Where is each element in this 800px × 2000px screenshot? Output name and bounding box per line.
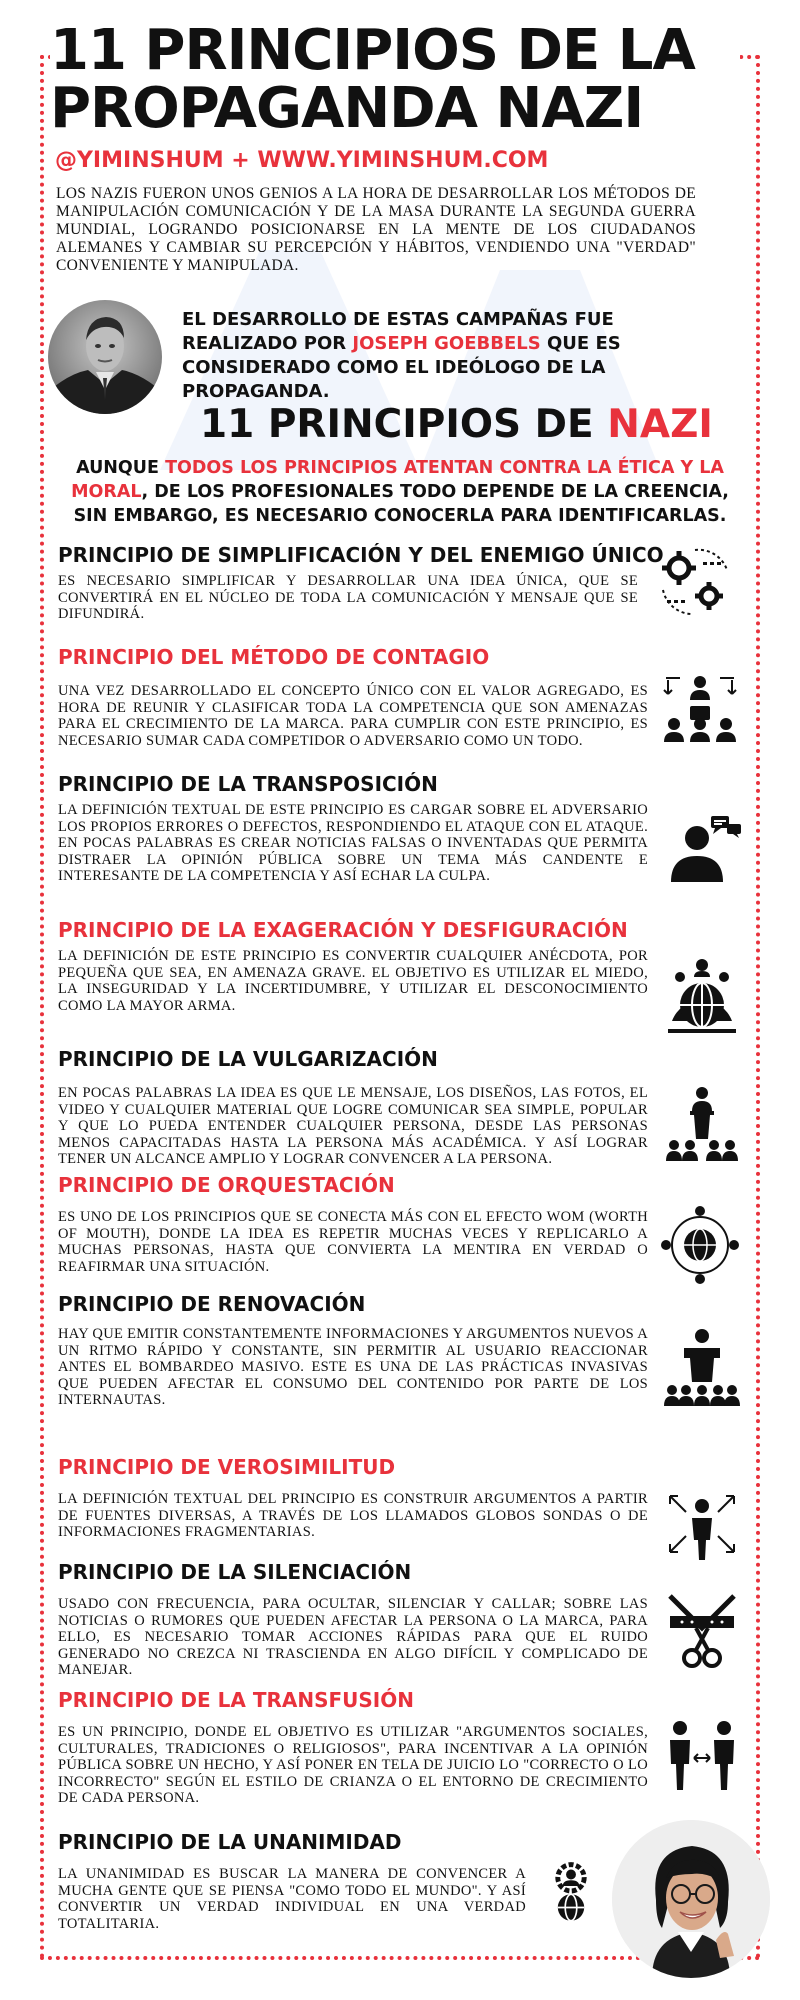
goebbels-text-before: EL DESARROLLO DE ESTAS CAMPAÑAS FUE REALIZADO POR xyxy=(182,309,614,354)
gears-icon xyxy=(655,540,735,620)
globe-network-icon xyxy=(660,1205,740,1285)
principle-text: ES UN PRINCIPIO, DONDE EL OBJETIVO ES UTILIZAR "ARGUMENTOS SOCIALES, CULTURALES, TRADICIONES O RELIGIOSOS", PARA INCENTIVAR A LA OPINIÓN PÚBLICA SOBRE UN HECHO, Y ASÍ PONER EN TELA DE JUICIO LO "CORRECTO O LO INCORRECTO" SEGÚN EL ESTILO DE CRIANZA O EL ENTORNO DE CRECIMIENTO DE CADA PERSONA. xyxy=(58,1724,648,1806)
principle-text: LA UNANIMIDAD ES BUSCAR LA MANERA DE CONVENCER A MUCHA GENTE QUE SE PIENSA "COMO TODO EL MUNDO". Y ASÍ CONVERTIR UN VERDAD INDIVIDUAL EN UNA VERDAD TOTALITARIA. xyxy=(58,1866,526,1932)
principle-text: LA DEFINICIÓN TEXTUAL DEL PRINCIPIO ES CONSTRUIR ARGUMENTOS A PARTIR DE FUENTES DIVERSAS, A TRAVÉS DE LOS LLAMADOS GLOBOS SONDAS O DE INFORMACIONES FRAGMENTARIAS. xyxy=(58,1491,648,1540)
principle-title: PRINCIPIO DE LA EXAGERACIÓN Y DESFIGURACIÓN xyxy=(58,918,628,942)
principle-title: PRINCIPIO DE ORQUESTACIÓN xyxy=(58,1173,395,1197)
globe-people-icon xyxy=(662,955,742,1035)
page-title xyxy=(50,18,740,141)
gear-person-globe-icon xyxy=(538,1858,604,1924)
principle-3 xyxy=(58,772,658,885)
principle-text: LA DEFINICIÓN TEXTUAL DE ESTE PRINCIPIO ES CARGAR SOBRE EL ADVERSARIO LOS PROPIOS ERRORES O DEFECTOS, RESPONDIENDO EL ATAQUE CON EL ATAQUE. EN POCAS PALABRAS ES CREAR NOTICIAS FALSAS O INVENTADAS QUE PERMITA DISTRAER LA OPINIÓN PÚBLICA SOBRE UN TEMA MÁS CANDENTE E INTERESANTE DE LA COMPETENCIA Y ASÍ ECHAR LA CULPA. xyxy=(58,802,648,884)
principle-title: PRINCIPIO DE SIMPLIFICACIÓN Y DEL ENEMIGO ÚNICO xyxy=(58,543,664,567)
intro-text: LOS NAZIS FUERON UNOS GENIOS A LA HORA DE DESARROLLAR LOS MÉTODOS DE MANIPULACIÓN COMUNICACIÓN Y DE LA MASA DURANTE LA SEGUNDA GUERRA MUNDIAL, LOGRANDO POSICIONARSE EN LA MENTE DE LOS CIUDADANOS ALEMANES Y CAMBIAR SU PERCEPCIÓN Y HÁBITOS, VENDIENDO UNA "VERDAD" CONVENIENTE Y MANIPULADA. xyxy=(56,185,696,274)
principle-text: LA DEFINICIÓN DE ESTE PRINCIPIO ES CONVERTIR CUALQUIER ANÉCDOTA, POR PEQUEÑA QUE SEA, EN AMENAZA GRAVE. EL OBJETIVO ES UTILIZAR EL MIEDO, LA INSEGURIDAD Y LA INCERTIDUMBRE, Y UTILIZAR EL DESCONOCIMIENTO COMO LA MAYOR ARMA. xyxy=(58,948,648,1014)
person-arrows-icon xyxy=(662,1488,742,1568)
lectern-audience-icon xyxy=(662,1328,742,1408)
section-title xyxy=(200,402,713,447)
principle-title: PRINCIPIO DE LA UNANIMIDAD xyxy=(58,1830,402,1854)
goebbels-portrait xyxy=(48,300,162,414)
principle-title: PRINCIPIO DE LA TRANSPOSICIÓN xyxy=(58,772,438,796)
goebbels-name: JOSEPH GOEBBELS xyxy=(352,333,541,354)
principle-title: PRINCIPIO DE LA SILENCIACIÓN xyxy=(58,1560,412,1584)
team-network-icon xyxy=(660,670,740,750)
principle-1 xyxy=(58,543,664,623)
principle-text: ES NECESARIO SIMPLIFICAR Y DESARROLLAR UNA IDEA ÚNICA, QUE SE CONVERTIRÁ EN EL NÚCLEO DE TODA LA COMUNICACIÓN Y MENSAJE QUE SE DIFUNDIRÁ. xyxy=(58,573,638,622)
section-title-highlight: NAZI xyxy=(607,402,713,447)
section-title-prefix: 11 PRINCIPIOS DE xyxy=(200,402,608,447)
principle-text: EN POCAS PALABRAS LA IDEA ES QUE LE MENSAJE, LOS DISEÑOS, LAS FOTOS, EL VIDEO Y CUALQUIER MATERIAL QUE LOGRE COMUNICAR SEA SIMPLE, POPULAR Y QUE LO PUEDA ENTENDER CUALQUIER PERSONA, DESDE LAS PERSONAS MENOS CAPACITADAS HASTA LA PERSONA MÁS ACADÉMICA. Y ASÍ LOGRAR TENER UN ALCANCE AMPLIO Y LOGRAR CONVENCER A LA PERSONA. xyxy=(58,1085,648,1167)
principle-text: ES UNO DE LOS PRINCIPIOS QUE SE CONECTA MÁS CON EL EFECTO WOM (WORTH OF MOUTH), DONDE LA IDEA ES REPETIR MUCHAS VECES Y REPLICARLO A MUCHAS PERSONAS, HASTA QUE CONVIERTA LA MENTIRA EN VERDAD O REAFIRMAR UNA SITUACIÓN. xyxy=(58,1209,648,1275)
title-line-1: 11 PRINCIPIOS DE LA xyxy=(50,18,695,83)
section-intro-prefix: AUNQUE xyxy=(76,458,166,478)
two-people-exchange-icon xyxy=(662,1718,742,1798)
principle-title: PRINCIPIO DE VEROSIMILITUD xyxy=(58,1455,396,1479)
goebbels-text xyxy=(182,308,727,404)
section-intro-suffix: , DE LOS PROFESIONALES TODO DEPENDE DE LA CREENCIA, SIN EMBARGO, ES NECESARIO CONOCERLA PARA IDENTIFICARLAS. xyxy=(73,482,729,526)
goebbels-text-after: QUE ES CONSIDERADO COMO EL IDEÓLOGO DE LA PROPAGANDA. xyxy=(182,333,621,402)
principle-text: USADO CON FRECUENCIA, PARA OCULTAR, SILENCIAR Y CALLAR; SOBRE LAS NOTICIAS O RUMORES QUE PUEDEN AFECTAR LA PERSONA O LA MARCA, PARA ELLO, ES NECESARIO TOMAR ACCIONES RÁPIDAS PARA QUE EL RUIDO GENERADO NO CREZCA NI TRASCIENDA EN ALGO DIFÍCIL Y COMPLICADO DE MANEJAR. xyxy=(58,1596,648,1678)
ribbon-scissors-icon xyxy=(662,1590,742,1670)
principle-text: UNA VEZ DESARROLLADO EL CONCEPTO ÚNICO CON EL VALOR AGREGADO, ES HORA DE REUNIR Y CLASIFICAR TODA LA COMPETENCIA QUE SON AMENAZAS PARA EL CRECIMIENTO DE LA MARCA. PARA CUMPLIR CON ESTE PRINCIPIO, ES NECESARIO SUMAR CADA COMPETIDOR O ADVERSARIO COMO UN TODO. xyxy=(58,683,648,749)
principle-2 xyxy=(58,645,658,749)
principle-6 xyxy=(58,1173,658,1275)
principle-10 xyxy=(58,1688,658,1807)
podium-audience-icon xyxy=(662,1085,742,1165)
section-intro xyxy=(60,456,740,528)
principle-title: PRINCIPIO DE RENOVACIÓN xyxy=(58,1292,366,1316)
title-line-2: PROPAGANDA NAZI xyxy=(50,76,644,141)
author-avatar xyxy=(612,1820,770,1978)
principle-text: HAY QUE EMITIR CONSTANTEMENTE INFORMACIONES Y ARGUMENTOS NUEVOS A UN RITMO RÁPIDO Y CONSTANTE, SIN PERMITIR AL USUARIO REACCIONAR ANTES EL BOMBARDEO MASIVO. ESTE ES UNA DE LAS PRÁCTICAS INVASIVAS QUE PUEDEN AFECTAR EL CONSUMO DEL CONTENIDO POR PARTE DE LOS INTERNAUTAS. xyxy=(58,1326,648,1408)
principle-title: PRINCIPIO DE LA VULGARIZACIÓN xyxy=(58,1047,438,1071)
principle-9 xyxy=(58,1560,658,1679)
principle-8 xyxy=(58,1455,658,1541)
section-intro-highlight: TODOS LOS PRINCIPIOS ATENTAN CONTRA LA ÉTICA Y LA MORAL xyxy=(71,458,724,502)
principle-5 xyxy=(58,1047,658,1168)
principle-4 xyxy=(58,918,658,1014)
speaker-chat-icon xyxy=(665,810,745,890)
principle-title: PRINCIPIO DE LA TRANSFUSIÓN xyxy=(58,1688,414,1712)
author-handle[interactable]: @YIMINSHUM + WWW.YIMINSHUM.COM xyxy=(55,148,554,173)
principle-7 xyxy=(58,1292,658,1409)
principle-title: PRINCIPIO DEL MÉTODO DE CONTAGIO xyxy=(58,645,490,669)
principle-11 xyxy=(58,1830,618,1932)
